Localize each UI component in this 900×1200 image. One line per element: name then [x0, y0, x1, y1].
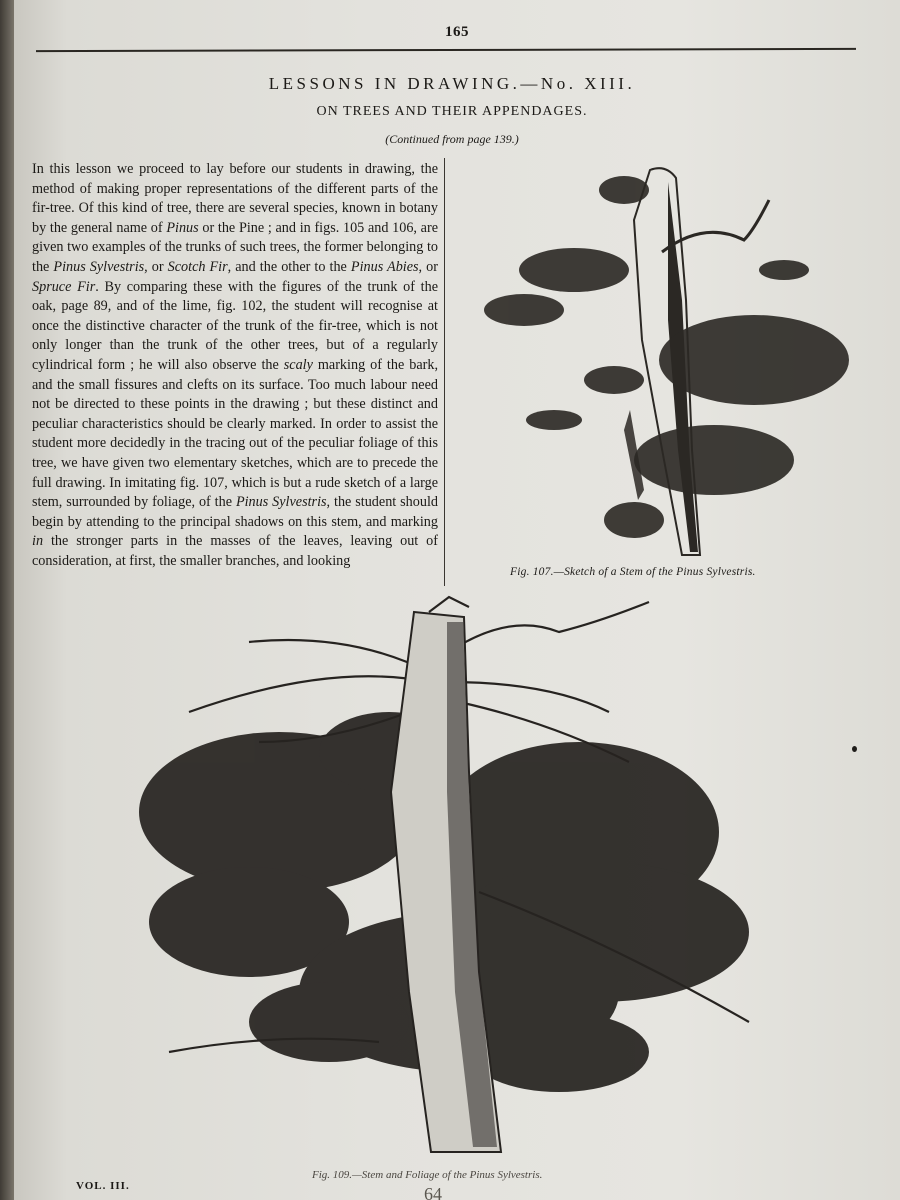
body-text-run: marking of the bark, and the small fissures and clefts on its surface. Too much labour need not be directed to these points in the drawing ; but these distinct and peculiar characteristics should be clearly marked. In order to assist the student more decidedly in the tracing out of the peculiar foliage of this tree, we have given two elementary sketches, which are to precede the full drawing. In imitating fig. 107, which is but a rude sketch of a large stem, surrounded by foliage, of the [32, 356, 438, 511]
italic-term: scaly [283, 356, 313, 373]
article-subtitle: ON TREES AND THEIR APPENDAGES. [316, 104, 588, 119]
book-page [14, 0, 900, 1200]
continued-note: (Continued from page 139.) [385, 132, 519, 146]
italic-term: Spruce Fir [32, 278, 96, 295]
ink-spot [852, 746, 857, 752]
italic-term: Pinus Sylvestris [53, 258, 145, 275]
body-text-run: or the Pine ; and in figs. 105 and 106, are given two examples of the trunks of such trees, the former belonging to the [32, 219, 439, 275]
body-text-run: the stronger parts in the masses of the leaves, leaving out of consideration, at first, the smaller branches, and looking [32, 533, 438, 569]
body-text-run: , or [144, 258, 168, 275]
article-title: LESSONS IN DRAWING.—No. XIII. [268, 74, 636, 93]
italic-term: Pinus Sylvestris [235, 494, 327, 511]
page-number: 165 [445, 24, 469, 40]
header-rule [36, 48, 856, 52]
fig109-illustration [129, 592, 789, 1162]
fig107-caption: Fig. 107.—Sketch of a Stem of the Pinus Sylvestris. [510, 566, 756, 578]
body-text-run: , and the other to the [227, 258, 351, 275]
signature-mark: 64 [424, 1184, 442, 1200]
italic-term: Pinus [166, 219, 199, 236]
volume-label: VOL. III. [76, 1180, 130, 1192]
column-rule [444, 158, 445, 586]
book-spine [0, 0, 14, 1200]
body-text-run: , or [418, 258, 438, 275]
fig107-illustration [454, 160, 874, 560]
fig109-caption: Fig. 109.—Stem and Foliage of the Pinus Sylvestris. [312, 1169, 543, 1181]
body-text-run: . By comparing these with the figures of the trunk of the oak, page 89, and of the lime, fig. 102, the student will recognise at once the distinctive character of the trunk of the fir-tree, which is not only longer than the trunk of the other trees, but of a regularly cylindrical form ; he will also observe the [32, 278, 438, 373]
body-text-run: In this lesson we proceed to lay before our students in drawing, the method of making proper representations of the different parts of the fir-tree. Of this kind of tree, there are several species, known in botany by the general name of [32, 161, 438, 236]
body-text-run: , the student should begin by attending to the principal shadows on this stem, and marking [32, 494, 438, 530]
italic-term: Pinus Abies [350, 258, 419, 275]
body-paragraph [32, 160, 438, 571]
italic-term: Scotch Fir [167, 258, 228, 275]
italic-term: in [32, 533, 44, 550]
